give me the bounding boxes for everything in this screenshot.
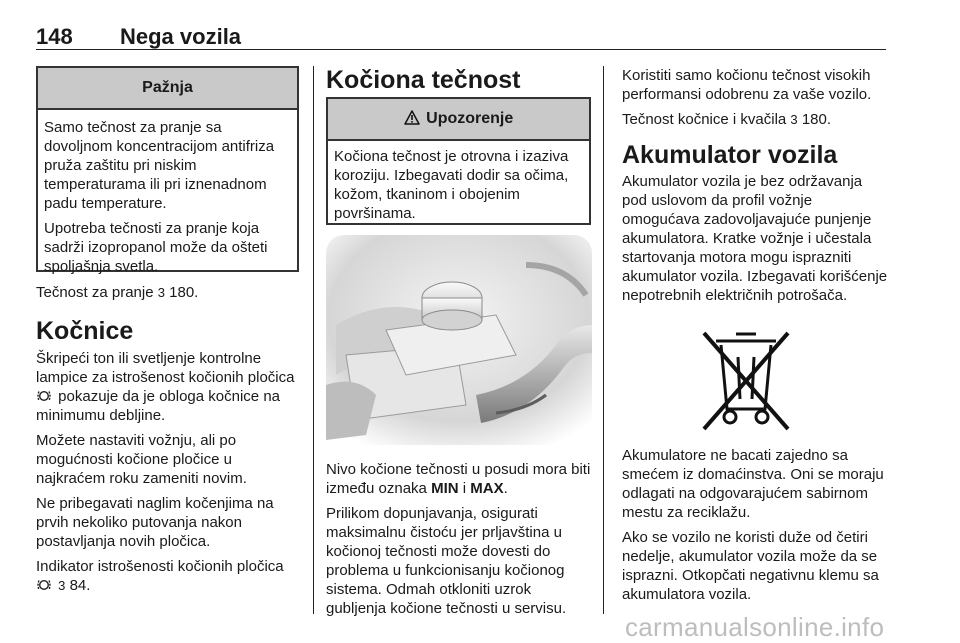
battery-paragraph-2: Akumulatore ne bacati zajedno sa smećem iz domaćinstva. Oni se moraju odlagati na odgovarajućem sabirnom mestu za reciklažu. xyxy=(622,447,884,521)
brakes-p4-page: 84. xyxy=(69,577,91,594)
watermark: carmanualsonline.info xyxy=(625,612,885,642)
brakes-paragraph-4 xyxy=(36,557,304,595)
brakes-p1-text-b: pokazuje da je obloga kočnice na minimumu debljine. xyxy=(36,388,281,424)
washer-fluid-ref-page: 180. xyxy=(169,284,199,301)
warning-box xyxy=(326,97,591,225)
battery-paragraph-1: Akumulator vozila je bez održavanja pod uslovom da profil vožnje omogućava zadovoljavajuće punjenje akumulatora. Kratke vožnje i učestala startovanja motora mogu isprazniti akumulator vozila. Izbegavati korišćenje nepotrebnih električnih potrošača. xyxy=(622,173,888,304)
min-mark-label: MIN xyxy=(431,480,459,497)
brake-fluid-reservoir-illustration xyxy=(326,235,592,445)
brake-fluid-paragraph-1 xyxy=(326,460,592,498)
brake-clutch-ref-page: 180. xyxy=(801,111,832,128)
column-divider-1 xyxy=(313,66,314,614)
washer-fluid-ref-text: Tečnost za pranje xyxy=(36,284,154,301)
crossed-out-wheelie-bin-icon xyxy=(698,327,794,435)
warning-box-heading xyxy=(328,99,589,141)
note-box xyxy=(36,66,299,275)
header-rule xyxy=(36,49,886,50)
column-divider-2 xyxy=(603,66,604,614)
brake-fluid-spec-paragraph: Koristiti samo kočionu tečnost visokih performansi odobrenu za vaše vozilo. xyxy=(622,67,872,103)
brakes-heading: Kočnice xyxy=(36,317,134,345)
brakes-paragraph-3: Ne pribegavati naglim kočenjima na prvih nekoliko putovanja nakon postavljanja novih pločica. xyxy=(36,495,274,550)
brake-fluid-text xyxy=(326,460,592,618)
brakes-paragraph-1 xyxy=(36,349,304,425)
brake-fluid-heading: Kočiona tečnost xyxy=(326,66,521,94)
brake-fluid-p1-text: Nivo kočione tečnosti u posudi mora biti između oznaka xyxy=(326,461,591,497)
max-mark-label: MAX xyxy=(470,480,504,497)
brake-fluid-p1-conjunction: i xyxy=(462,480,467,497)
brakes-section xyxy=(36,349,304,595)
column-3-lower xyxy=(622,446,890,604)
note-box-heading: Pažnja xyxy=(38,68,297,110)
warning-body: Kočiona tečnost je otrovna i izaziva koroziju. Izbegavati dodir sa očima, kožom, tkaninom i obojenim površinama. xyxy=(334,148,569,222)
brake-clutch-ref-text: Tečnost kočnice i kvačila xyxy=(622,111,787,128)
brakes-p4-text: Indikator istrošenosti kočionih pločica xyxy=(36,558,284,575)
brake-fluid-p1-end: . xyxy=(503,480,508,497)
page-number: 148 xyxy=(36,24,73,49)
note-paragraph-1: Samo tečnost za pranje sa dovoljnom koncentracijom antifriza pruža zaštitu pri niskim temperaturama ili pri iznenadnom padu temperature. xyxy=(44,119,275,212)
page-title: Nega vozila xyxy=(120,24,242,49)
battery-heading: Akumulator vozila xyxy=(622,141,838,169)
brake-pad-wear-icon xyxy=(36,578,52,592)
warning-box-heading-text: Upozorenje xyxy=(426,110,514,127)
brakes-p1-text-a: Škripeći ton ili svetljenje kontrolne lampice za istrošenost kočionih pločica xyxy=(36,350,295,386)
washer-fluid-reference xyxy=(36,283,301,302)
column-3 xyxy=(622,66,890,305)
battery-paragraph-3: Ako se vozilo ne koristi duže od četiri nedelje, akumulator vozila može da se isprazni. Otkopčati negativnu klemu sa akumulatora vozila. xyxy=(622,529,879,603)
note-paragraph-2: Upotreba tečnosti za pranje koja sadrži izopropanol može da ošteti spoljašnja svetla. xyxy=(44,220,268,275)
brake-pad-wear-icon xyxy=(36,389,52,403)
page-ref-arrow-icon: 3 xyxy=(790,112,798,127)
page-ref-arrow-icon: 3 xyxy=(157,285,165,300)
brake-fluid-paragraph-2: Prilikom dopunjavanja, osigurati maksimalnu čistoću jer prljavština u kočionoj tečnosti može dovesti do problema u funkcionisanju kočionog sistema. Odmah otkloniti uzrok gubljenja kočione tečnosti u servisu. xyxy=(326,505,567,617)
page-ref-arrow-icon: 3 xyxy=(58,578,66,593)
brakes-paragraph-2: Možete nastaviti vožnju, ali po mogućnosti kočione pločice u najkraćem roku zameniti novim. xyxy=(36,432,247,487)
warning-triangle-icon xyxy=(404,110,420,125)
brake-clutch-fluid-reference xyxy=(622,110,890,129)
